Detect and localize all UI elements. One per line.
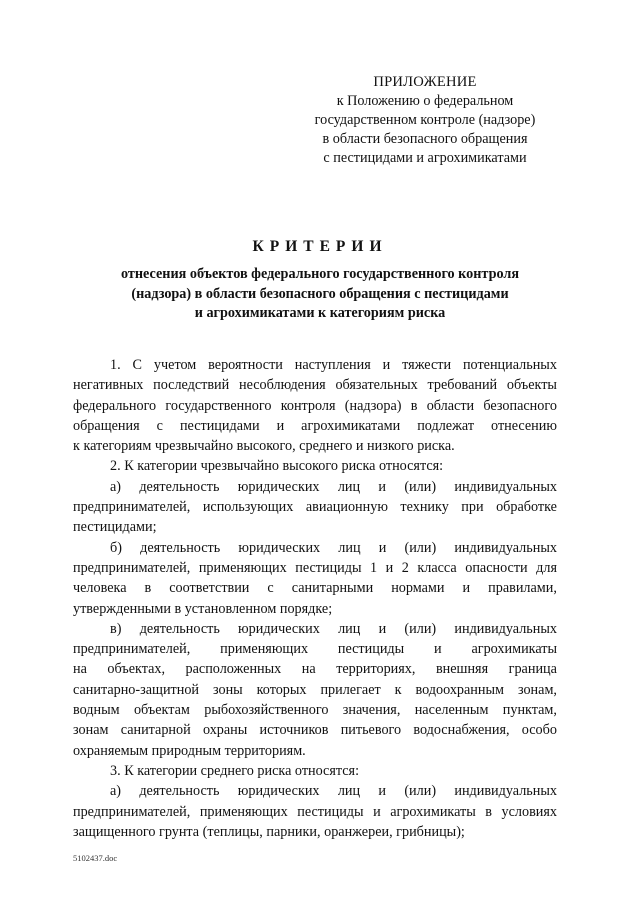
- paragraph-line: в) деятельность юридических лиц и (или) индивидуальных: [110, 620, 557, 637]
- file-name-footer: 5102437.doc: [73, 853, 118, 863]
- annex-line: государственном контроле (надзоре): [314, 112, 536, 128]
- subtitle-line: и агрохимикатами к категориям риска: [194, 305, 446, 321]
- annex-line: с пестицидами и агрохимикатами: [323, 150, 527, 166]
- paragraph-line: а) деятельность юридических лиц и (или) индивидуальных: [110, 783, 557, 800]
- paragraph-line: на объектах, расположенных на территориях, внешняя граница: [73, 661, 557, 678]
- annex-line: в области безопасного обращения: [322, 131, 528, 147]
- annex-block: [296, 73, 554, 168]
- subtitle-line: (надзора) в области безопасного обращения с пестицидами: [131, 285, 509, 302]
- paragraph-line: а) деятельность юридических лиц и (или) индивидуальных: [110, 478, 557, 495]
- paragraph-line: к категориям чрезвычайно высокого, среднего и низкого риска.: [73, 438, 455, 455]
- paragraph: [73, 761, 557, 781]
- paragraph-line: 3. К категории среднего риска относятся:: [110, 762, 360, 779]
- paragraph-line: предпринимателей, применяющих пестициды и агрохимикаты в условиях: [73, 803, 557, 820]
- paragraph-line: человека в соответствии с санитарными нормами и правилами,: [73, 580, 557, 597]
- paragraph: [73, 355, 557, 456]
- paragraph-line: б) деятельность юридических лиц и (или) индивидуальных: [110, 539, 557, 556]
- paragraph-line: защищенного грунта (теплицы, парники, оранжереи, грибницы);: [73, 823, 465, 840]
- paragraph-line: пестицидами;: [73, 519, 157, 536]
- paragraph: [73, 538, 557, 619]
- paragraph: [73, 477, 557, 538]
- annex-line: к Положению о федеральном: [336, 93, 514, 109]
- annex-heading: ПРИЛОЖЕНИЕ: [373, 74, 477, 90]
- paragraph-line: предпринимателей, применяющих пестициды 1 и 2 класса опасности для: [73, 559, 557, 576]
- subtitle-line: отнесения объектов федерального государственного контроля: [120, 266, 520, 282]
- paragraph-line: 1. С учетом вероятности наступления и тяжести потенциальных: [110, 357, 557, 373]
- paragraph-line: предпринимателей, использующих авиационную технику при обработке: [73, 499, 557, 516]
- paragraph-line: охраняемым природным территориям.: [73, 742, 306, 759]
- paragraph-line: обращения с пестицидами и агрохимикатами подлежат отнесению: [73, 417, 557, 434]
- document-body: [73, 355, 557, 842]
- document-title: КРИТЕРИИ: [252, 238, 388, 255]
- paragraph: [73, 456, 557, 476]
- paragraph-line: федерального государственного контроля (надзора) в области безопасного: [73, 397, 557, 414]
- paragraph-line: санитарно-защитной зоны которых прилегает к водоохранным зонам,: [73, 681, 557, 698]
- paragraph-line: водным объектам рыбохозяйственного значения, населенным пунктам,: [73, 702, 557, 719]
- paragraph-line: утвержденными в установленном порядке;: [73, 600, 333, 617]
- paragraph-line: 2. К категории чрезвычайно высокого риска относятся:: [110, 458, 444, 475]
- paragraph: [73, 781, 557, 842]
- paragraph-line: зонам санитарной охраны источников питьевого водоснабжения, особо: [73, 722, 557, 739]
- paragraph-line: негативных последствий несоблюдения обязательных требований объекты: [73, 377, 557, 394]
- document-subtitle: [70, 265, 570, 324]
- paragraph: [73, 619, 557, 761]
- paragraph-line: предпринимателей, применяющих пестициды и агрохимикаты: [73, 641, 557, 658]
